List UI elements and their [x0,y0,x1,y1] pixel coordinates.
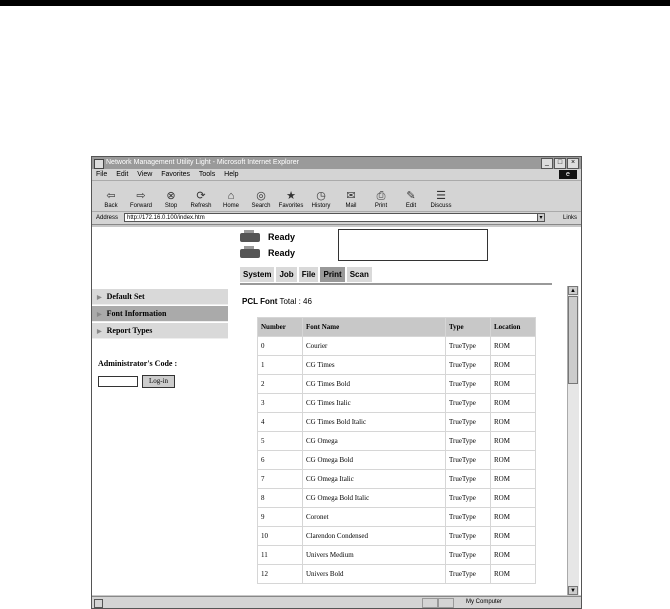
table-row [258,356,535,374]
login-button[interactable]: Log-in [142,375,175,388]
toolbar-label: Edit [405,203,417,209]
location-cell: ROM [491,356,535,374]
type-cell: TrueType [446,337,490,355]
pcl-font-summary [242,297,312,306]
number-cell: 5 [258,432,302,450]
number-cell: 3 [258,394,302,412]
font-name-cell: Clarendon Condensed [303,527,445,545]
sidebar-item-label: Default Set [106,292,145,301]
menu-file[interactable]: File [96,171,108,178]
location-cell: ROM [491,413,535,431]
admin-code-input[interactable] [98,376,138,387]
toolbar-home-button[interactable] [216,190,246,211]
maximize-button[interactable]: □ [554,158,566,169]
toolbar-print-button[interactable] [366,190,396,211]
favorites-icon: ★ [286,190,296,202]
toolbar-label: Refresh [190,203,212,209]
table-row [258,489,535,507]
font-name-cell: Univers Bold [303,565,445,583]
font-name-cell: Univers Medium [303,546,445,564]
location-cell: ROM [491,489,535,507]
location-cell: ROM [491,470,535,488]
number-cell: 11 [258,546,302,564]
number-cell: 1 [258,356,302,374]
back-arrow-icon: ⇦ [106,190,116,202]
minimize-button[interactable]: _ [541,158,553,169]
table-row [258,470,535,488]
toolbar-refresh-button[interactable] [186,190,216,211]
table-row [258,508,535,526]
font-name-cell: CG Omega [303,432,445,450]
toolbar-label: Search [251,203,271,209]
number-cell: 8 [258,489,302,507]
toolbar-label: Print [374,203,388,209]
address-label: Address [96,215,119,221]
font-name-cell: CG Omega Bold [303,451,445,469]
links-button[interactable]: Links [562,215,577,221]
toolbar-label: Home [222,203,239,209]
table-row [258,527,535,545]
top-rule [0,0,670,6]
number-cell: 7 [258,470,302,488]
toolbar-stop-button[interactable] [156,190,186,211]
toolbar-label: History [311,203,331,209]
type-cell: TrueType [446,470,490,488]
status-text: Ready [268,232,296,242]
table-row [258,432,535,450]
browser-window [91,156,582,609]
stop-icon: ⊗ [166,190,176,202]
type-cell: TrueType [446,546,490,564]
discuss-icon: ☰ [436,190,446,202]
home-icon: ⌂ [227,190,235,202]
table-row [258,546,535,564]
close-button[interactable]: × [567,158,579,169]
number-cell: 4 [258,413,302,431]
font-name-cell: CG Times Bold Italic [303,413,445,431]
refresh-icon: ⟳ [196,190,206,202]
tab-underline [240,283,552,285]
column-header-number: Number [258,318,302,336]
type-cell: TrueType [446,356,490,374]
location-cell: ROM [491,508,535,526]
toolbar-search-button[interactable] [246,190,276,211]
font-name-cell: CG Omega Bold Italic [303,489,445,507]
column-header-font-name: Font Name [303,318,445,336]
search-icon: ◎ [256,190,266,202]
number-cell: 6 [258,451,302,469]
status-text: Ready [268,248,296,258]
status-message-box [338,229,488,261]
font-name-cell: CG Times Bold [303,375,445,393]
location-cell: ROM [491,565,535,583]
column-header-type: Type [446,318,490,336]
tab-file[interactable]: File [299,267,319,282]
ie-throbber-icon: e [559,170,577,179]
pcl-font-total: Total : 46 [279,297,312,306]
toolbar-label: Forward [129,203,152,209]
type-cell: TrueType [446,527,490,545]
location-cell: ROM [491,394,535,412]
printer-icon [240,249,260,258]
tab-bar [240,267,374,282]
address-input[interactable]: http://172.16.0.100/index.htm [124,213,544,222]
menu-help[interactable]: Help [224,171,239,178]
location-cell: ROM [491,375,535,393]
status-segment [422,598,438,608]
font-name-cell: CG Omega Italic [303,470,445,488]
type-cell: TrueType [446,451,490,469]
toolbar-discuss-button[interactable] [426,190,456,211]
location-cell: ROM [491,527,535,545]
print-icon: ⎙ [376,190,386,202]
sidebar-item-label: Font Information [106,309,167,318]
toolbar-label: Stop [164,203,178,209]
printer-status [240,229,295,261]
table-row [258,375,535,393]
table-row [258,413,535,431]
scroll-down-button[interactable]: ▼ [568,586,578,595]
triangle-right-icon: ▶ [97,329,102,335]
toolbar-edit-button[interactable] [396,190,426,211]
menu-view[interactable]: View [137,171,153,178]
font-name-cell: CG Times [303,356,445,374]
type-cell: TrueType [446,508,490,526]
address-dropdown-button[interactable]: ▾ [537,213,545,222]
status-bar [92,596,581,608]
type-cell: TrueType [446,489,490,507]
type-cell: TrueType [446,375,490,393]
toolbar-history-button[interactable] [306,190,336,211]
column-header-location: Location [491,318,535,336]
page-icon [94,599,103,608]
toolbar-forward-button[interactable] [126,190,156,211]
toolbar-label: Mail [345,203,357,209]
sidebar [92,227,228,595]
address-bar [92,212,581,225]
menu-favorites[interactable]: Favorites [161,171,191,178]
type-cell: TrueType [446,394,490,412]
zone-label: My Computer [466,599,503,605]
menu-edit[interactable]: Edit [116,171,129,178]
toolbar-label: Discuss [430,203,452,209]
type-cell: TrueType [446,432,490,450]
scroll-thumb[interactable] [568,296,578,384]
status-segment [438,598,454,608]
title-bar [92,157,581,169]
forward-arrow-icon: ⇨ [136,190,146,202]
number-cell: 12 [258,565,302,583]
sidebar-item-report-types[interactable] [92,323,228,339]
tab-system[interactable]: System [240,267,274,282]
menu-bar [92,169,581,181]
sidebar-item-font-information[interactable] [92,306,228,322]
location-cell: ROM [491,432,535,450]
location-cell: ROM [491,546,535,564]
font-name-cell: Courier [303,337,445,355]
toolbar-mail-button[interactable] [336,190,366,211]
vertical-scrollbar[interactable] [567,286,579,595]
table-header-row [258,318,535,336]
tab-scan[interactable]: Scan [347,267,372,282]
number-cell: 10 [258,527,302,545]
table-row [258,394,535,412]
ie-logo-icon [94,159,104,169]
admin-code-label: Administrator's Code : [98,359,178,368]
font-name-cell: CG Times Italic [303,394,445,412]
page-content [92,227,581,595]
font-table [257,317,536,584]
toolbar-label: Back [104,203,118,209]
toolbar-label: Favorites [278,203,304,209]
toolbar [92,181,581,212]
tab-print[interactable]: Print [320,267,344,282]
toolbar-back-button[interactable] [96,190,126,211]
table-row [258,565,535,583]
edit-icon: ✎ [406,190,416,202]
pcl-font-label: PCL Font [242,297,278,306]
toolbar-favorites-button[interactable] [276,190,306,211]
sidebar-item-label: Report Types [106,326,153,335]
history-icon: ◷ [316,190,326,202]
sidebar-item-default-set[interactable] [92,289,228,305]
triangle-right-icon: ▶ [97,312,102,318]
number-cell: 2 [258,375,302,393]
type-cell: TrueType [446,565,490,583]
location-cell: ROM [491,451,535,469]
printer-icon [240,233,260,242]
mail-icon: ✉ [346,190,356,202]
location-cell: ROM [491,337,535,355]
triangle-right-icon: ▶ [97,295,102,301]
tab-job[interactable]: Job [276,267,296,282]
menu-tools[interactable]: Tools [198,171,216,178]
number-cell: 0 [258,337,302,355]
window-title: Network Management Utility Light - Microsoft Internet Explorer [106,159,299,166]
type-cell: TrueType [446,413,490,431]
table-row [258,337,535,355]
scroll-up-button[interactable]: ▲ [568,286,578,295]
number-cell: 9 [258,508,302,526]
font-name-cell: Coronet [303,508,445,526]
table-row [258,451,535,469]
